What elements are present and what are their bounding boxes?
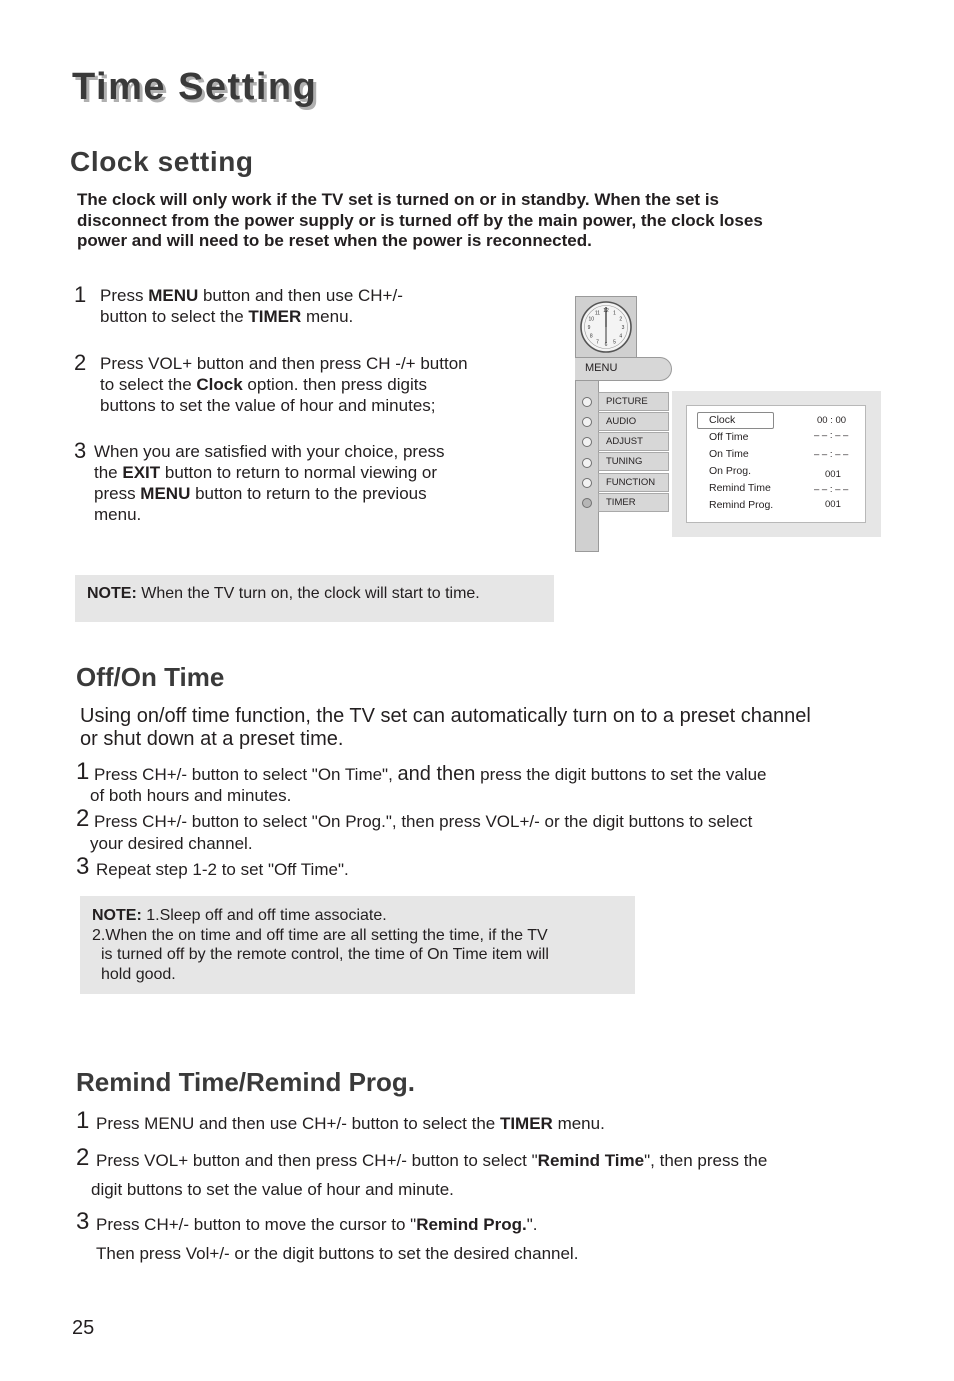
menu-tab-label: MENU (585, 362, 618, 374)
clock-setting-heading: Clock setting (70, 146, 254, 177)
offon-note (80, 896, 635, 994)
clock-numeral: 2 (619, 316, 623, 323)
page-number: 25 (72, 1317, 95, 1339)
menu-item-label: PICTURE (606, 396, 648, 407)
step-text: Press CH+/- button to select "On Prog.", then press VOL+/- or the digit buttons to select (94, 812, 753, 831)
text: is turned off by the remote control, the time of On Time item will (101, 946, 549, 963)
menu-item-label: AUDIO (606, 416, 637, 427)
exit-keyword: EXIT (122, 463, 161, 482)
text: Press MENU and then use CH+/- button to select the (96, 1114, 500, 1133)
text: Press (100, 286, 149, 305)
text: Press VOL+ button and then press CH -/+ button (100, 354, 468, 373)
tv-clock-box (575, 296, 637, 358)
step-number: 3 (74, 438, 87, 463)
radio-tuning[interactable] (582, 458, 592, 468)
step-number: 3 (76, 1208, 90, 1235)
clock-intro-line: power and will need to be reset when the power is reconnected. (77, 231, 592, 250)
menu-item-label: TUNING (606, 456, 643, 467)
analog-clock-icon (576, 297, 636, 357)
timer-row-remind-prog[interactable]: Remind Prog. (709, 499, 774, 511)
radio-function[interactable] (582, 478, 592, 488)
clock-note (75, 575, 554, 622)
step-text (96, 1113, 605, 1134)
clock-numeral: 9 (587, 325, 591, 331)
timer-value-remind-time: – – : – – (814, 484, 849, 495)
offon-intro-line: or shut down at a preset time. (80, 728, 344, 750)
timer-row-on-time[interactable]: On Time (709, 448, 749, 460)
timer-value-clock: 00 : 00 (817, 415, 847, 426)
text: button to return to normal viewing or (160, 463, 438, 482)
text: the (94, 463, 123, 482)
clock-numeral: 3 (621, 325, 625, 331)
clock-numeral: 1 (613, 310, 616, 317)
text: hold good. (101, 965, 176, 983)
text: menu. (552, 1114, 605, 1133)
step-text (100, 353, 468, 416)
text: menu. (301, 307, 354, 326)
text: buttons to set the value of hour and minutes; (100, 396, 436, 415)
remind-prog-keyword: Remind Prog. (416, 1215, 527, 1234)
text: 2.When the on time and off time are all setting the time, if the TV (92, 926, 548, 944)
offon-intro-line: Using on/off time function, the TV set can automatically turn on to a preset channel (80, 705, 811, 727)
clock-numeral: 10 (588, 316, 595, 323)
menu-item-timer[interactable] (598, 493, 669, 512)
step-text-continued: Then press Vol+/- or the digit buttons to set the desired channel. (96, 1244, 579, 1263)
menu-item-label: TIMER (606, 497, 636, 508)
text: press the digit buttons to set the value (475, 765, 767, 784)
text: option. then press digits (242, 375, 427, 394)
step-text (96, 1150, 767, 1171)
timer-row-on-prog[interactable]: On Prog. (709, 465, 752, 477)
text: and then (397, 763, 476, 785)
timer-value-on-prog: 001 (825, 469, 841, 480)
note-label: NOTE: (92, 907, 142, 924)
clock-numeral: 6 (604, 342, 608, 348)
text: When you are satisfied with your choice, press (94, 442, 445, 461)
text: to select the (100, 375, 197, 394)
text: 1.Sleep off and off time associate. (141, 907, 387, 924)
text: ". (526, 1215, 538, 1234)
text: button and then use CH+/- (198, 286, 403, 305)
text: Press CH+/- button to move the cursor to " (96, 1215, 417, 1234)
step-number: 1 (76, 1107, 90, 1134)
step-text (100, 285, 403, 327)
note-label: NOTE: (87, 585, 137, 602)
clock-keyword: Clock (196, 375, 243, 394)
page-title: Time Setting (72, 66, 318, 108)
menu-keyword: MENU (148, 286, 199, 305)
step-number: 3 (76, 853, 90, 880)
radio-adjust[interactable] (582, 437, 592, 447)
timer-row-remind-time[interactable]: Remind Time (709, 482, 771, 494)
timer-value-off-time: – – : – – (814, 430, 849, 441)
menu-item-label: FUNCTION (606, 477, 656, 488)
clock-intro (77, 190, 907, 252)
text: button to select the (100, 307, 249, 326)
text: Press CH+/- button to select "On Time", (94, 765, 398, 784)
offon-intro (80, 705, 811, 751)
text: press (94, 484, 141, 503)
timer-keyword: TIMER (248, 307, 302, 326)
step-text-continued: digit buttons to set the value of hour and minute. (91, 1180, 454, 1199)
step-text-continued: of both hours and minutes. (90, 786, 292, 805)
step-number: 2 (74, 350, 87, 375)
clock-numeral: 7 (596, 339, 599, 346)
clock-intro-line: The clock will only work if the TV set is turned on or in standby. When the set is (77, 190, 719, 209)
clock-numeral: 12 (603, 308, 609, 314)
step-text-continued: your desired channel. (90, 834, 253, 853)
menu-item-picture[interactable] (598, 392, 669, 411)
step-text (94, 441, 445, 525)
menu-item-label: ADJUST (606, 436, 643, 447)
timer-value-remind-prog: 001 (825, 499, 841, 510)
clock-numeral: 5 (613, 339, 616, 346)
remind-heading: Remind Time/Remind Prog. (76, 1067, 416, 1097)
step-text (96, 1214, 537, 1235)
step-number: 1 (74, 282, 87, 307)
remind-time-keyword: Remind Time (537, 1151, 645, 1170)
timer-keyword: TIMER (499, 1114, 553, 1133)
menu-keyword: MENU (140, 484, 191, 503)
menu-item-audio[interactable] (598, 412, 669, 431)
clock-numeral: 11 (594, 310, 601, 317)
radio-picture[interactable] (582, 397, 592, 407)
tv-menu-tab[interactable] (575, 357, 672, 381)
text: ", then press the (644, 1151, 768, 1170)
note-text (92, 906, 549, 984)
step-text (94, 764, 766, 785)
step-number: 1 (76, 758, 90, 785)
radio-timer[interactable] (582, 498, 592, 508)
step-number: 2 (76, 1144, 90, 1171)
timer-value-on-time: – – : – – (814, 449, 849, 460)
step-text: Repeat step 1-2 to set "Off Time". (96, 860, 349, 879)
text: Press VOL+ button and then press CH+/- button to select " (96, 1151, 538, 1170)
text: button to return to the previous (190, 484, 427, 503)
clock-numeral: 4 (619, 333, 623, 340)
timer-row-off-time[interactable]: Off Time (709, 431, 749, 443)
radio-audio[interactable] (582, 417, 592, 427)
text: When the TV turn on, the clock will start to time. (136, 585, 480, 602)
menu-item-tuning[interactable] (598, 452, 669, 471)
menu-item-function[interactable] (598, 473, 669, 492)
offon-time-heading: Off/On Time (76, 662, 225, 692)
clock-intro-line: disconnect from the power supply or is turned off by the main power, the clock loses (77, 210, 763, 230)
menu-item-adjust[interactable] (598, 432, 669, 451)
note-text (87, 585, 480, 603)
step-number: 2 (76, 805, 90, 832)
clock-numeral: 8 (589, 333, 593, 340)
text: menu. (94, 505, 142, 524)
timer-row-clock[interactable]: Clock (709, 414, 736, 426)
